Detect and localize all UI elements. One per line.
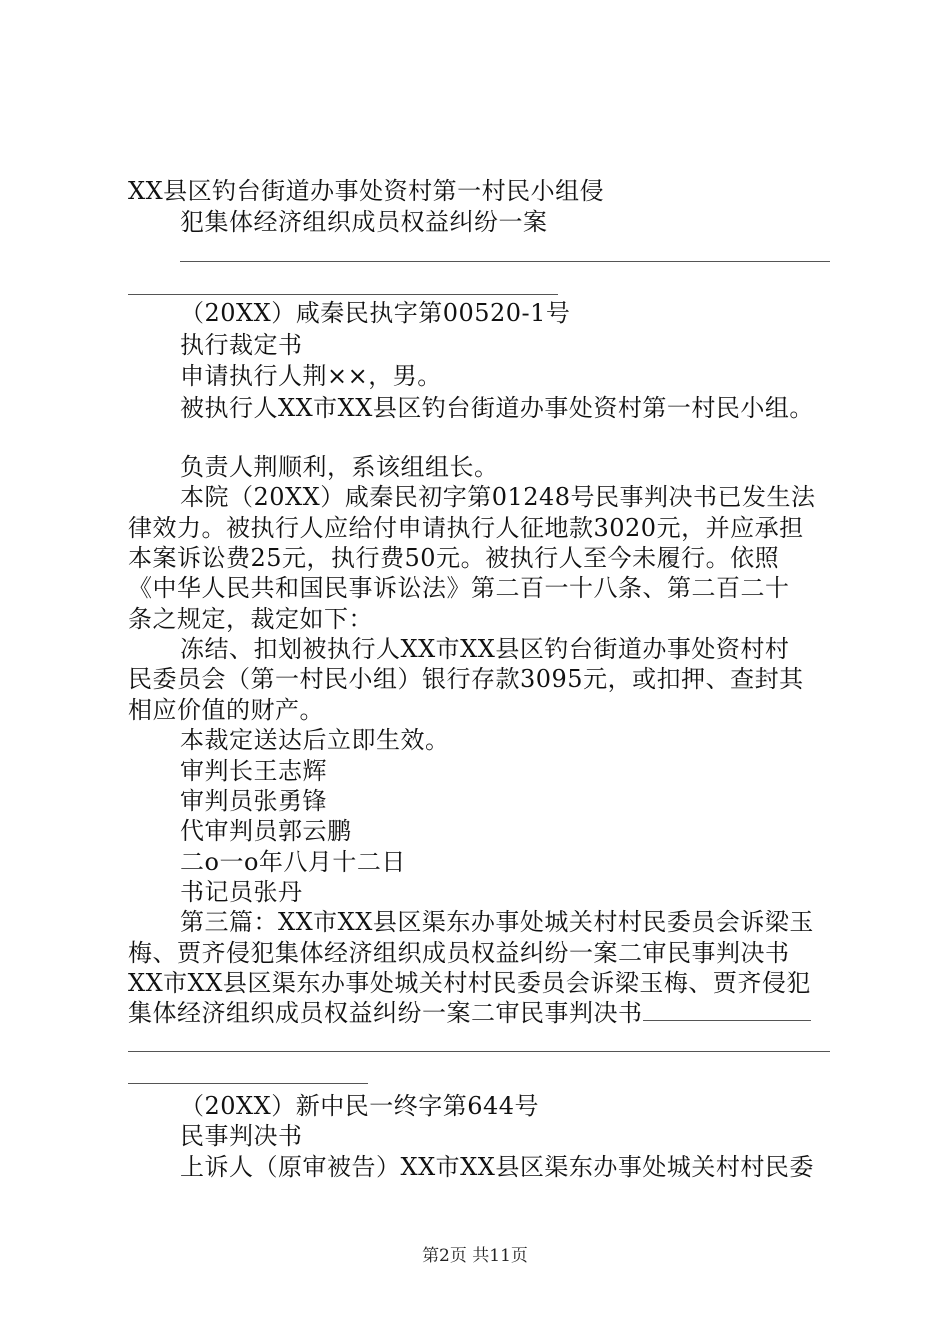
divider-line	[128, 1083, 368, 1084]
divider-line	[128, 1051, 830, 1052]
applicant-line: 申请执行人荆××，男。	[180, 362, 442, 390]
section-heading-text: 集体经济组织成员权益纠纷一案二审民事判决书	[128, 999, 643, 1027]
document-title-line-2: 犯集体经济组织成员权益纠纷一案	[180, 208, 548, 236]
paragraph-line: 相应价值的财产。	[128, 696, 324, 724]
section-heading-line: 梅、贾齐侵犯集体经济组织成员权益纠纷一案二审民事判决书	[128, 939, 790, 967]
blank-underline	[643, 1002, 811, 1021]
judge-line: 审判员张勇锋	[180, 787, 327, 815]
document-title-line-1: XX县区钓台街道办事处资村第一村民小组侵	[128, 177, 605, 205]
paragraph-line: 律效力。被执行人应给付申请执行人征地款3020元，并应承担	[128, 514, 804, 542]
divider-line	[180, 261, 830, 262]
document-type: 民事判决书	[180, 1122, 303, 1150]
effect-line: 本裁定送达后立即生效。	[180, 726, 450, 754]
paragraph-line: 民委员会（第一村民小组）银行存款3095元，或扣押、查封其	[128, 665, 804, 693]
case-number: （20XX）咸秦民执字第00520-1号	[180, 299, 571, 327]
paragraph-line: 本案诉讼费25元，执行费50元。被执行人至今未履行。依照	[128, 544, 780, 572]
paragraph-line: 条之规定，裁定如下：	[128, 605, 373, 633]
responsible-person-line: 负责人荆顺利，系该组组长。	[180, 453, 499, 481]
clerk-line: 书记员张丹	[180, 878, 303, 906]
page-number-footer: 第2页 共11页	[422, 1246, 528, 1266]
case-number: （20XX）新中民一终字第644号	[180, 1092, 540, 1120]
respondent-line: 被执行人XX市XX县区钓台街道办事处资村第一村民小组。	[180, 394, 814, 422]
paragraph-line: 冻结、扣划被执行人XX市XX县区钓台街道办事处资村村	[180, 635, 790, 663]
section-heading-line: XX市XX县区渠东办事处城关村村民委员会诉梁玉梅、贾齐侵犯	[128, 969, 811, 997]
paragraph-line: 《中华人民共和国民事诉讼法》第二百一十八条、第二百二十	[128, 574, 790, 602]
section-heading-line: 第三篇：XX市XX县区渠东办事处城关村村民委员会诉梁玉	[180, 908, 814, 936]
section-heading-line	[128, 998, 811, 1028]
chief-judge-line: 审判长王志辉	[180, 757, 327, 785]
date-line: 二o一o年八月十二日	[180, 848, 406, 876]
acting-judge-line: 代审判员郭云鹏	[180, 817, 352, 845]
appellant-line: 上诉人（原审被告）XX市XX县区渠东办事处城关村村民委	[180, 1153, 814, 1181]
paragraph-line: 本院（20XX）咸秦民初字第01248号民事判决书已发生法	[180, 483, 816, 511]
divider-line	[128, 294, 558, 295]
document-type: 执行裁定书	[180, 331, 303, 359]
